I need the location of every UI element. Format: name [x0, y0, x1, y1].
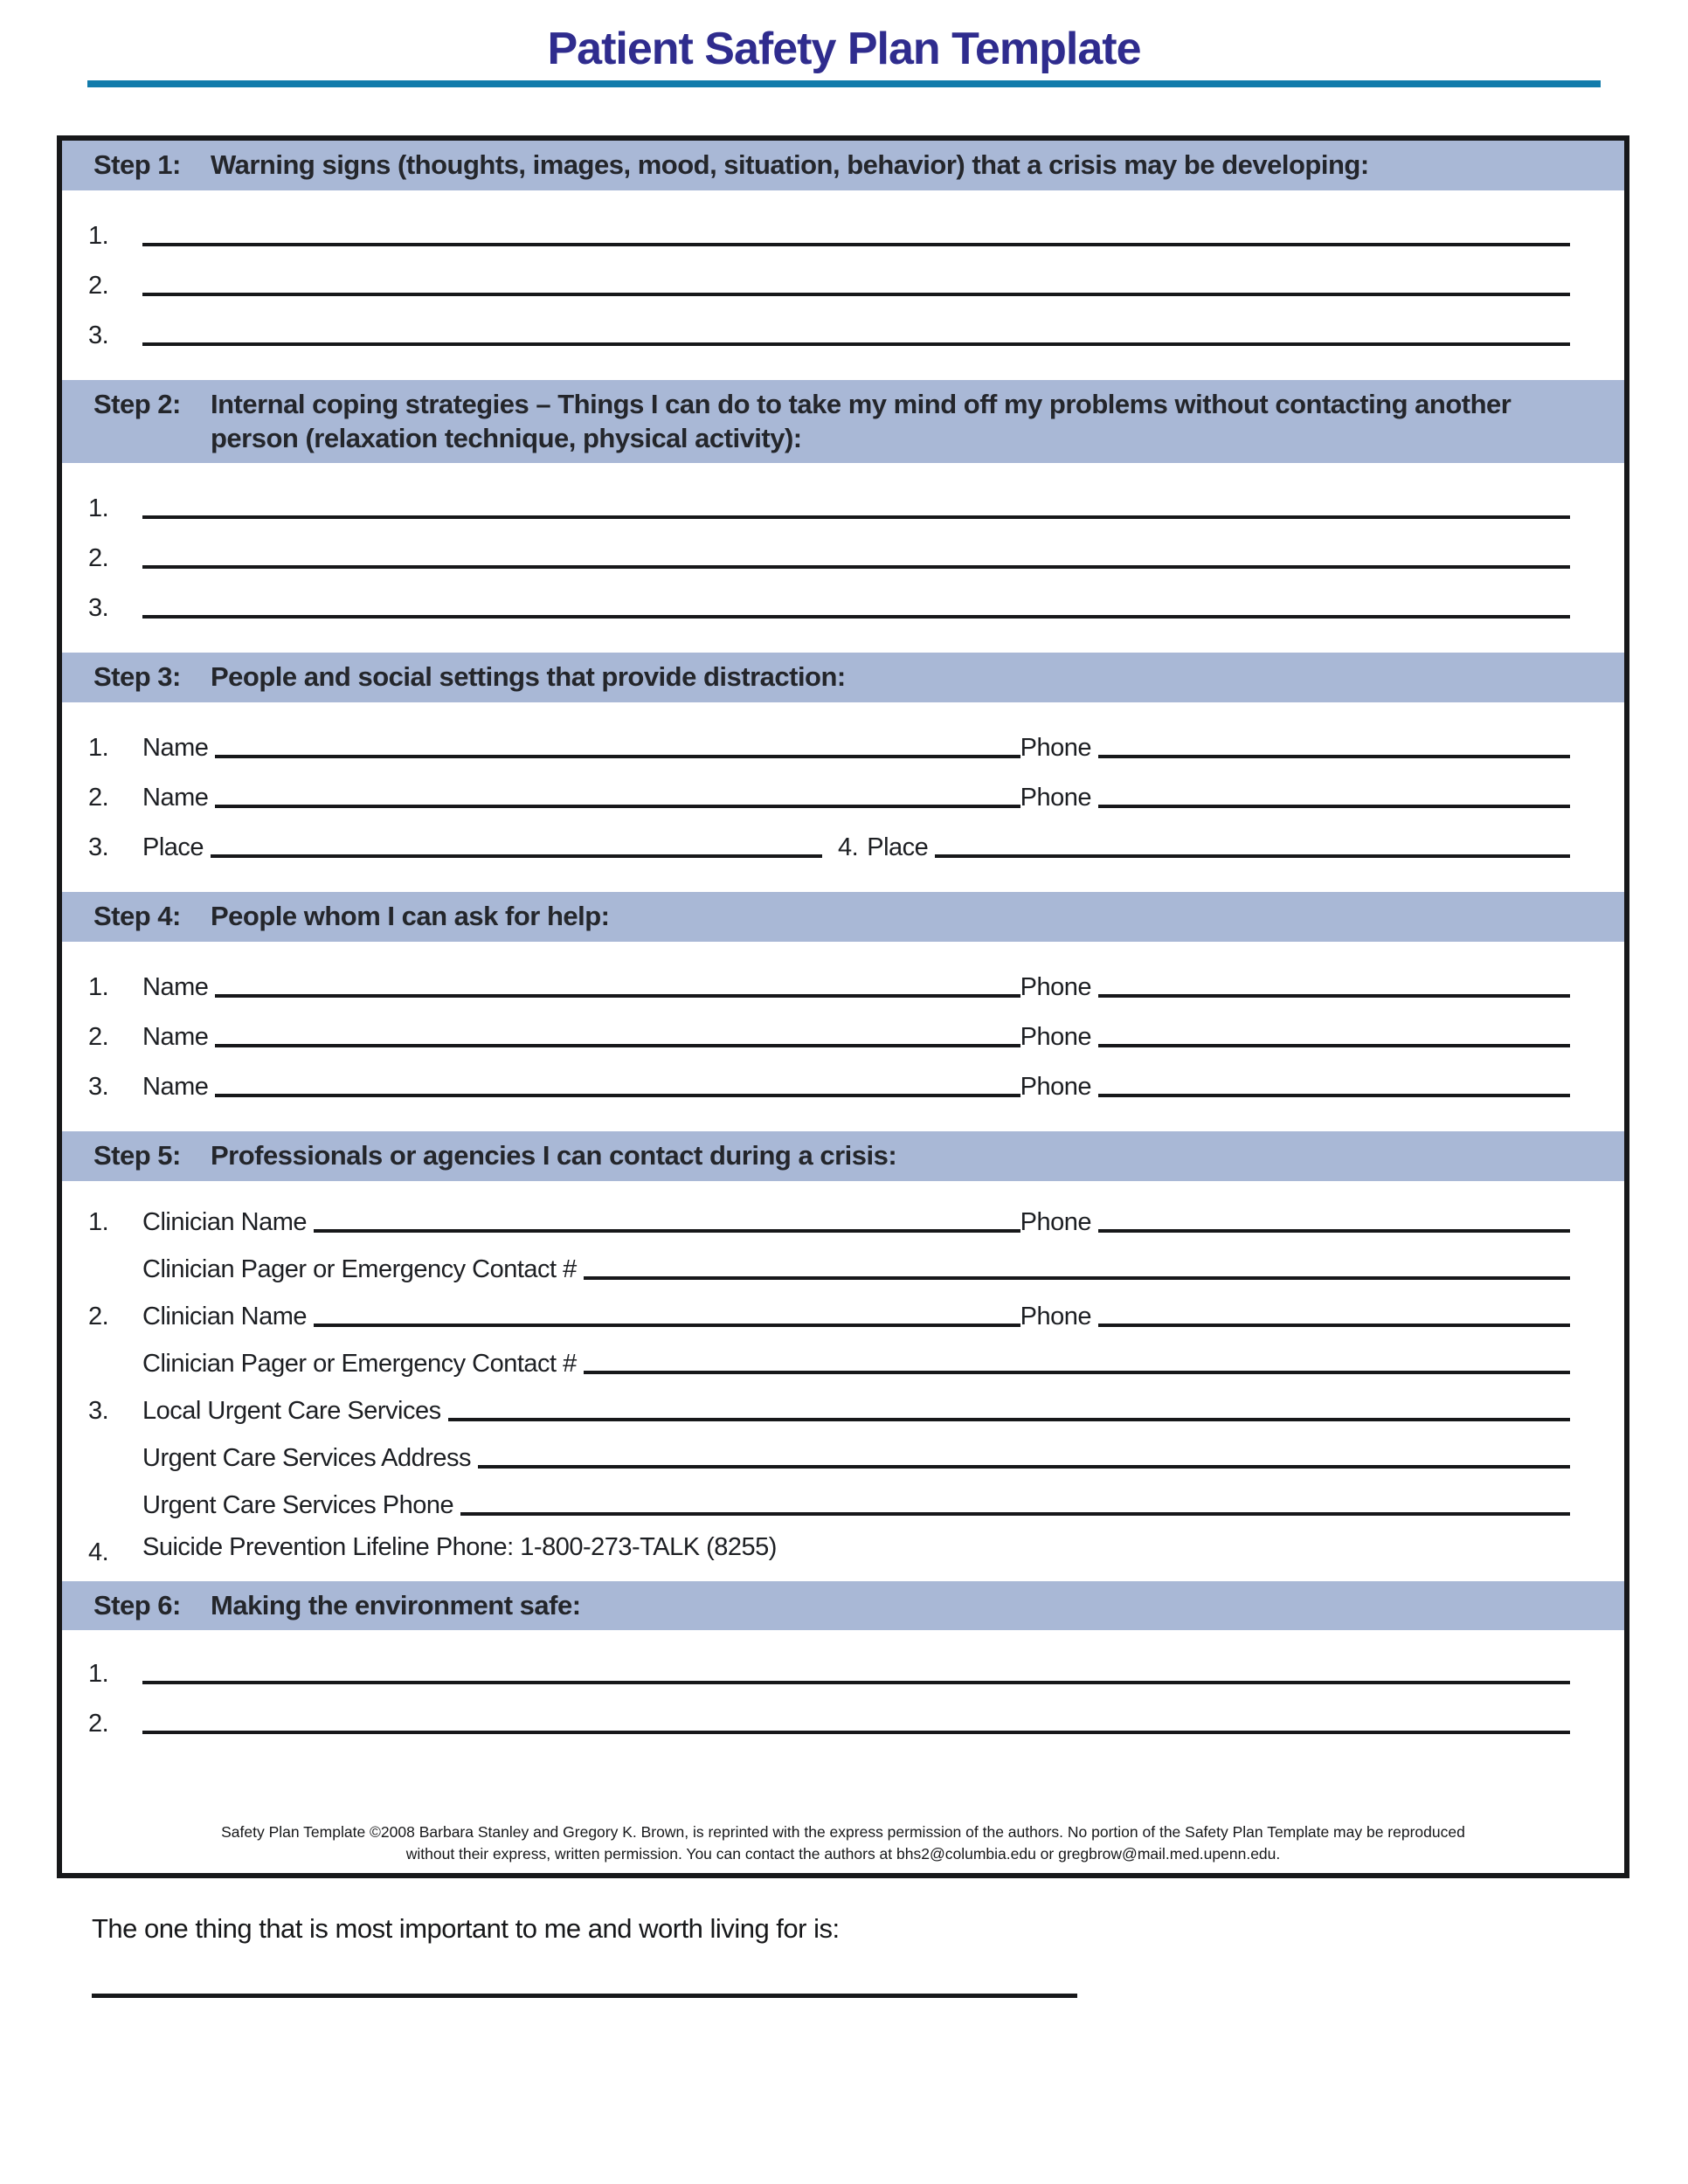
step4-label: Step 4:: [93, 901, 181, 931]
step3-header: [62, 653, 1624, 702]
item-number: 2.: [88, 1710, 109, 1738]
step4-body: [62, 942, 1624, 1131]
step6-row-1: [88, 1639, 1570, 1689]
copyright-line-2: without their express, written permission. You can contact the authors at bhs2@columbia.edu or gregbrow@mail.med.upenn.edu.: [405, 1844, 1281, 1863]
step5-row-1: [88, 1190, 1570, 1237]
step3-place-3-input[interactable]: [211, 854, 822, 858]
step5-clinician-pager-1-input[interactable]: [584, 1275, 1570, 1280]
step2-row-1: [88, 473, 1570, 523]
step5-row-1b: [88, 1237, 1570, 1284]
step6-header: [62, 1581, 1624, 1631]
step3-name-1-input[interactable]: [215, 754, 1020, 758]
step5-row-2b: [88, 1331, 1570, 1379]
item-number: 1.: [88, 972, 109, 1001]
name-label: Name: [142, 972, 209, 1001]
step5-label: Step 5:: [93, 1139, 181, 1171]
step2-blank-2[interactable]: [142, 564, 1570, 569]
clinician-name-label: Clinician Name: [142, 1207, 308, 1236]
phone-label: Phone: [1020, 972, 1091, 1001]
step1-row-1: [88, 201, 1570, 251]
step4-title: People whom I can ask for help:: [211, 901, 610, 931]
step5-title: Professionals or agencies I can contact during a crisis:: [211, 1139, 897, 1171]
clinician-pager-label: Clinician Pager or Emergency Contact #: [142, 1349, 577, 1378]
step4-row-1: [88, 952, 1570, 1002]
item-number: 2.: [88, 271, 109, 300]
step2-row-2: [88, 523, 1570, 573]
step3-phone-2-input[interactable]: [1098, 804, 1570, 808]
step4-phone-3-input[interactable]: [1098, 1093, 1570, 1097]
step5-urgent-care-name-input[interactable]: [448, 1417, 1570, 1421]
step2-title: Internal coping strategies – Things I can do to take my mind off my problems without contacting another person (relaxation technique, physical activity):: [211, 388, 1512, 453]
item-number: 4.: [88, 1538, 109, 1566]
step1-label: Step 1:: [93, 149, 181, 180]
step1-header: [62, 141, 1624, 190]
item-number: 2.: [88, 1302, 109, 1330]
step1-blank-3[interactable]: [142, 342, 1570, 346]
step2-blank-1[interactable]: [142, 515, 1570, 519]
item-number: 1.: [88, 734, 109, 762]
step2-header: [62, 380, 1624, 464]
step3-row-3: [88, 812, 1570, 862]
item-number: 1.: [88, 1207, 109, 1236]
step1-blank-1[interactable]: [142, 242, 1570, 246]
name-label: Name: [142, 1072, 209, 1101]
step4-header: [62, 892, 1624, 942]
worth-living-input-line[interactable]: [92, 1994, 1077, 1998]
step6-label: Step 6:: [93, 1589, 181, 1621]
urgent-care-phone-label: Urgent Care Services Phone: [142, 1490, 454, 1519]
step3-row-2: [88, 763, 1570, 812]
phone-label: Phone: [1020, 1302, 1091, 1330]
clinician-name-label: Clinician Name: [142, 1302, 308, 1330]
name-label: Name: [142, 784, 209, 812]
step3-row-1: [88, 713, 1570, 763]
step5-clinician-pager-2-input[interactable]: [584, 1370, 1570, 1374]
name-label: Name: [142, 734, 209, 762]
step3-phone-1-input[interactable]: [1098, 754, 1570, 758]
page-title: Patient Safety Plan Template: [547, 24, 1141, 74]
step5-row-3: [88, 1379, 1570, 1426]
step5-clinician-name-1-input[interactable]: [314, 1228, 1020, 1233]
title-underline-rule: [87, 80, 1601, 87]
item-number: 3.: [88, 321, 109, 349]
item-number: 1.: [88, 221, 109, 250]
worth-living-prompt: The one thing that is most important to me and worth living for is:: [92, 1913, 840, 1944]
step5-urgent-care-address-input[interactable]: [478, 1464, 1570, 1469]
phone-label: Phone: [1020, 1072, 1091, 1101]
step6-body: [62, 1630, 1624, 1742]
copyright-line-1: Safety Plan Template ©2008 Barbara Stanley and Gregory K. Brown, is reprinted with the express permission of the authors. No portion of the Safety Plan Template may be reproduced: [221, 1823, 1465, 1841]
step5-row-4: [88, 1520, 1570, 1567]
item-number: 4.: [838, 833, 859, 861]
place-label: Place: [867, 833, 929, 861]
step1-body: [62, 190, 1624, 380]
step6-blank-1[interactable]: [142, 1680, 1570, 1684]
step4-row-3: [88, 1052, 1570, 1102]
place-label: Place: [142, 833, 204, 861]
step5-header: [62, 1131, 1624, 1181]
item-number: 1.: [88, 1660, 109, 1689]
step4-phone-2-input[interactable]: [1098, 1043, 1570, 1047]
copyright-footer: [62, 1818, 1624, 1873]
phone-label: Phone: [1020, 734, 1091, 762]
clinician-pager-label: Clinician Pager or Emergency Contact #: [142, 1254, 577, 1283]
step4-phone-1-input[interactable]: [1098, 993, 1570, 998]
name-label: Name: [142, 1022, 209, 1051]
step2-blank-3[interactable]: [142, 614, 1570, 619]
step1-row-3: [88, 301, 1570, 350]
item-number: 3.: [88, 833, 109, 861]
step5-urgent-care-phone-input[interactable]: [460, 1511, 1570, 1516]
lifeline-text: Suicide Prevention Lifeline Phone: 1-800-273-TALK (8255): [142, 1532, 777, 1561]
item-number: 3.: [88, 594, 109, 623]
step1-row-2: [88, 251, 1570, 301]
step6-blank-2[interactable]: [142, 1730, 1570, 1734]
item-number: 2.: [88, 544, 109, 573]
step5-row-3c: [88, 1473, 1570, 1520]
step5-clinician-phone-1-input[interactable]: [1098, 1228, 1570, 1233]
item-number: 1.: [88, 494, 109, 523]
item-number: 3.: [88, 1072, 109, 1101]
item-number: 2.: [88, 784, 109, 812]
step5-row-2: [88, 1284, 1570, 1331]
step3-place-4-input[interactable]: [935, 854, 1570, 858]
step5-row-3b: [88, 1426, 1570, 1473]
item-number: 3.: [88, 1396, 109, 1425]
step1-blank-2[interactable]: [142, 292, 1570, 296]
step4-name-1-input[interactable]: [215, 993, 1020, 998]
step3-name-2-input[interactable]: [215, 804, 1020, 808]
local-urgent-care-label: Local Urgent Care Services: [142, 1396, 441, 1425]
step6-row-2: [88, 1689, 1570, 1738]
step6-title: Making the environment safe:: [211, 1589, 581, 1621]
phone-label: Phone: [1020, 1022, 1091, 1051]
phone-label: Phone: [1020, 1207, 1091, 1236]
step1-title: Warning signs (thoughts, images, mood, situation, behavior) that a crisis may be developing:: [211, 149, 1369, 180]
item-number: 2.: [88, 1022, 109, 1051]
step3-title: People and social settings that provide distraction:: [211, 661, 846, 693]
safety-plan-form-box: [57, 135, 1629, 1878]
step4-name-2-input[interactable]: [215, 1043, 1020, 1047]
step2-label: Step 2:: [93, 388, 181, 419]
step2-row-3: [88, 573, 1570, 623]
step5-clinician-name-2-input[interactable]: [314, 1323, 1020, 1327]
phone-label: Phone: [1020, 784, 1091, 812]
urgent-care-address-label: Urgent Care Services Address: [142, 1443, 472, 1472]
step3-body: [62, 702, 1624, 892]
step4-row-2: [88, 1002, 1570, 1052]
step5-clinician-phone-2-input[interactable]: [1098, 1323, 1570, 1327]
step2-body: [62, 463, 1624, 653]
step5-body: [62, 1181, 1624, 1581]
step3-label: Step 3:: [93, 661, 181, 693]
step4-name-3-input[interactable]: [215, 1093, 1020, 1097]
